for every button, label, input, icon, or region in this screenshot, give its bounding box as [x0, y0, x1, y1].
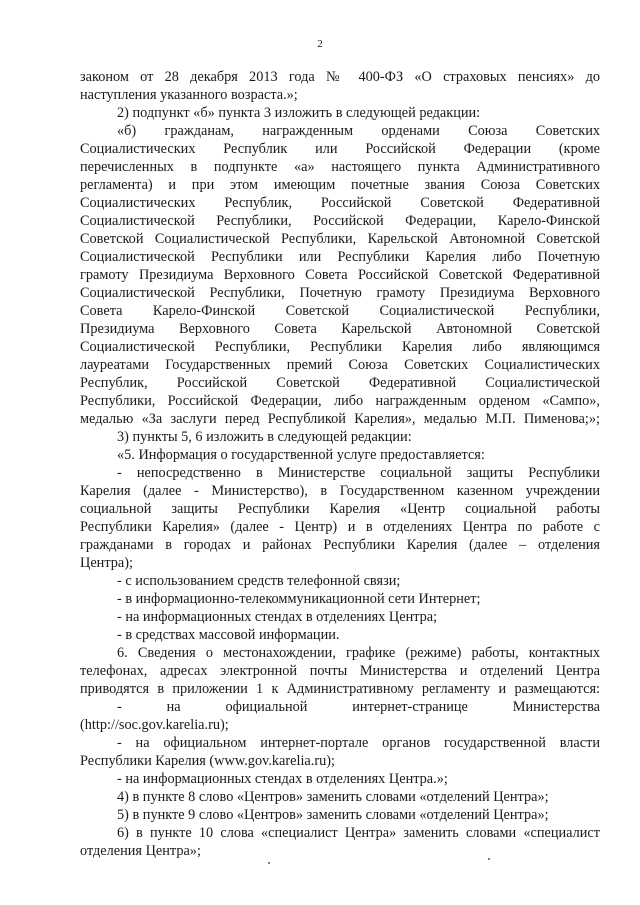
text-line: Социалистической Республики, Почетную грамоту Президиума Верховного	[80, 285, 600, 301]
text-line: Совета Карело-Финской Советской Социалистической Республики,	[80, 303, 600, 319]
text-line: Центра);	[80, 555, 133, 571]
text-line: отделения Центра»;	[80, 843, 201, 859]
text-line: Республики Карелия» (далее - Центр) и в отделениях Центра по работе с	[80, 519, 600, 535]
text-line: Республик, Российской Советской Федеративной Социалистической	[80, 375, 600, 391]
text-line: - в средствах массовой информации.	[117, 627, 340, 643]
text-line: - на информационных стендах в отделениях Центра;	[117, 609, 438, 625]
page-number: 2	[317, 38, 323, 50]
text-line: телефонах, адресах электронной почты Министерства и отделений Центра	[80, 663, 600, 679]
text-line: - непосредственно в Министерстве социальной защиты Республики	[117, 465, 600, 481]
text-line: Социалистической Республики, Республики Карелия либо являющимся	[80, 339, 600, 355]
text-line: социальной защиты Республики Карелия «Центр социальной работы	[80, 501, 600, 517]
text-line: Республики Карелия (www.gov.karelia.ru);	[80, 753, 335, 769]
text-line: медалью «За заслуги перед Республикой Карелия», медалью М.П. Пименова;»;	[80, 411, 600, 427]
text-line: - на официальном интернет-портале органов государственной власти	[117, 735, 600, 751]
text-line: регламента) и при этом имеющим почетные звания Союза Советских	[80, 177, 600, 193]
text-line: 5) в пункте 9 слово «Центров» заменить словами «отделений Центра»;	[117, 807, 549, 823]
text-line: 2) подпункт «б» пункта 3 изложить в следующей редакции:	[117, 105, 481, 121]
text-line: 4) в пункте 8 слово «Центров» заменить словами «отделений Центра»;	[117, 789, 549, 805]
scan-speck	[268, 862, 270, 864]
text-line: грамоту Президиума Верховного Совета Российской Советской Федеративной	[80, 267, 600, 283]
text-line: Социалистической Республики или Республики Карелия либо Почетную	[80, 249, 600, 265]
text-line: Советской Социалистической Республики, Карельской Автономной Советской	[80, 231, 600, 247]
text-line: Карелия (далее - Министерство), в Государственном казенном учреждении	[80, 483, 600, 499]
text-line: 3) пункты 5, 6 изложить в следующей редакции:	[117, 429, 412, 445]
scan-speck	[488, 858, 490, 860]
text-line: - на информационных стендах в отделениях Центра.»;	[117, 771, 448, 787]
text-line: 6) в пункте 10 слова «специалист Центра» заменить словами «специалист	[117, 825, 600, 841]
text-line: «5. Информация о государственной услуге предоставляется:	[117, 447, 485, 463]
text-line: Социалистических Республик, Российской Советской Федеративной	[80, 195, 600, 211]
text-line: наступления указанного возраста.»;	[80, 87, 298, 103]
document-body	[80, 68, 600, 860]
text-line: лауреатами Государственных премий Союза Советских Социалистических	[80, 357, 600, 373]
text-line: законом от 28 декабря 2013 года № 400-ФЗ «О страховых пенсиях» до	[80, 69, 600, 85]
text-line: перечисленных в подпункте «а» настоящего пункта Административного	[80, 159, 600, 175]
text-line: Социалистических Республик или Российской Федерации (кроме	[80, 141, 600, 157]
text-line: (http://soc.gov.karelia.ru);	[80, 717, 229, 733]
text-line: - в информационно-телекоммуникационной сети Интернет;	[117, 591, 481, 607]
text-line: Республики, Российской Федерации, либо награжденным орденом «Сампо»,	[80, 393, 600, 409]
text-line: - с использованием средств телефонной связи;	[117, 573, 401, 589]
text-line: Социалистической Республики, Российской Федерации, Карело-Финской	[80, 213, 600, 229]
text-line: приводятся в приложении 1 к Административному регламенту и размещаются:	[80, 681, 600, 697]
text-line: Президиума Верховного Совета Карельской Автономной Советской	[80, 321, 600, 337]
text-line: - на официальной интернет-странице Министерства	[117, 699, 600, 715]
text-line: 6. Сведения о местонахождении, графике (режиме) работы, контактных	[117, 645, 600, 661]
text-line: «б) гражданам, награжденным орденами Союза Советских	[117, 123, 600, 139]
text-line: гражданами в городах и районах Республики Карелия (далее – отделения	[80, 537, 600, 553]
